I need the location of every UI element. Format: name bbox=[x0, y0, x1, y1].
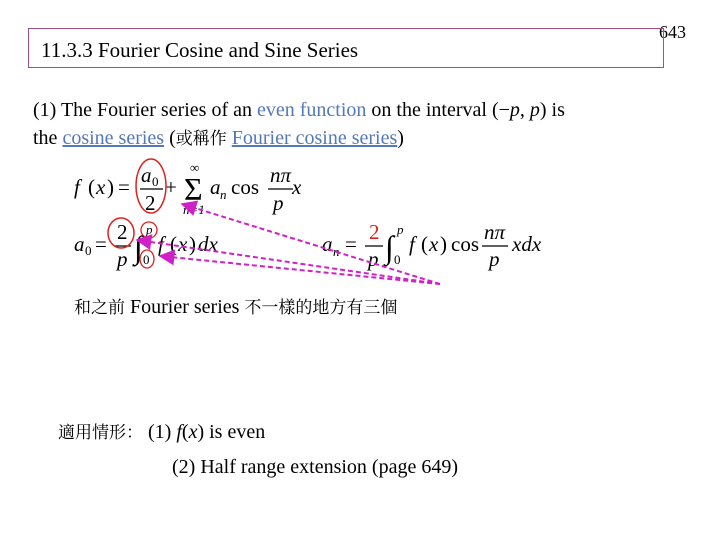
f3-p2: p bbox=[489, 247, 500, 271]
f2-rparen: ) bbox=[189, 232, 196, 256]
f3-rparen: ) bbox=[440, 232, 447, 256]
f3-x: x bbox=[429, 232, 439, 256]
intro-text-4: ) is bbox=[539, 99, 565, 121]
f3-integral: ∫ bbox=[385, 229, 394, 265]
f1-two: 2 bbox=[145, 191, 156, 215]
intro-text-5: the bbox=[33, 127, 63, 149]
f3-upper-limit: p bbox=[397, 222, 404, 237]
f1-cos: cos bbox=[231, 175, 259, 199]
f3-lparen: ( bbox=[421, 232, 428, 256]
applicability-label: 適用情形： bbox=[58, 423, 143, 443]
f1-a0-sub: 0 bbox=[152, 174, 159, 189]
slide-title: 11.3.3 Fourier Cosine and Sine Series bbox=[41, 38, 359, 62]
intro-text-6: ( bbox=[164, 127, 176, 149]
f3-p: p bbox=[368, 247, 379, 271]
note-fourier-series: Fourier series bbox=[125, 296, 245, 318]
f1-a0: a bbox=[141, 163, 152, 187]
f2-f: f bbox=[158, 232, 164, 256]
fourier-cosine-series-term: Fourier cosine series bbox=[231, 127, 398, 149]
f1-sum-bottom: n=1 bbox=[183, 202, 205, 217]
f1-rparen: ) bbox=[107, 175, 114, 199]
f2-a0: a bbox=[74, 232, 85, 256]
f1-p: p bbox=[273, 191, 284, 215]
f3-cos: cos bbox=[451, 232, 479, 256]
an-coefficient-formula bbox=[322, 220, 542, 271]
f3-xdx: xdx bbox=[512, 232, 542, 256]
applicability-line-1 bbox=[58, 418, 265, 444]
page-number: 643 bbox=[659, 22, 686, 42]
intro-text-2: on the interval (− bbox=[366, 99, 510, 121]
f3-lower-limit: 0 bbox=[394, 252, 401, 267]
fourier-cosine-series-formula bbox=[74, 160, 302, 217]
applicability-item-1: (1) f(x) is even bbox=[148, 421, 266, 443]
f1-lparen: ( bbox=[88, 175, 95, 199]
f1-sum-sign: Σ bbox=[184, 171, 203, 207]
note-cjk-suffix: 不一樣的地方有三個 bbox=[244, 298, 398, 318]
also-called-cjk: 或稱作 bbox=[175, 129, 227, 149]
intro-text-1: (1) The Fourier series of an bbox=[33, 99, 258, 121]
f3-f: f bbox=[409, 232, 415, 256]
f3-an-sub: n bbox=[333, 244, 340, 259]
differences-note bbox=[74, 293, 397, 319]
f1-an: a bbox=[210, 175, 221, 199]
even-function-term: even function bbox=[257, 99, 367, 121]
f1-x2: x bbox=[292, 175, 302, 199]
f2-lower-limit: 0 bbox=[143, 252, 150, 267]
intro-text-3: , bbox=[519, 99, 530, 121]
f3-equals: = bbox=[345, 232, 357, 256]
cosine-series-term: cosine series bbox=[62, 127, 165, 149]
f2-p: p bbox=[117, 247, 128, 271]
f1-sum-top: ∞ bbox=[190, 160, 200, 175]
a0-coefficient-formula bbox=[74, 220, 219, 271]
f2-integral: ∫ bbox=[134, 229, 143, 265]
intro-var-p: p bbox=[509, 99, 520, 121]
applicability-item-2: (2) Half range extension (page 649) bbox=[172, 456, 458, 478]
f1-equals: = bbox=[118, 175, 130, 199]
intro-var-p2: p bbox=[529, 99, 540, 121]
intro-text-8: ) bbox=[397, 127, 404, 149]
f2-a0-sub: 0 bbox=[85, 243, 92, 258]
f1-an-sub: n bbox=[220, 187, 227, 202]
f1-f: f bbox=[74, 175, 80, 199]
f2-dx: dx bbox=[198, 232, 218, 256]
f3-an: a bbox=[322, 232, 333, 256]
note-cjk-prefix: 和之前 bbox=[74, 298, 125, 318]
f2-x: x bbox=[178, 232, 188, 256]
f3-two: 2 bbox=[369, 220, 380, 244]
f1-plus: + bbox=[165, 175, 177, 199]
f1-npi: nπ bbox=[270, 163, 292, 187]
f2-lparen: ( bbox=[170, 232, 177, 256]
f2-equals: = bbox=[95, 232, 107, 256]
f2-two: 2 bbox=[117, 220, 128, 244]
f1-x: x bbox=[96, 175, 106, 199]
f2-upper-limit: p bbox=[146, 222, 153, 237]
f3-npi: nπ bbox=[484, 220, 506, 244]
